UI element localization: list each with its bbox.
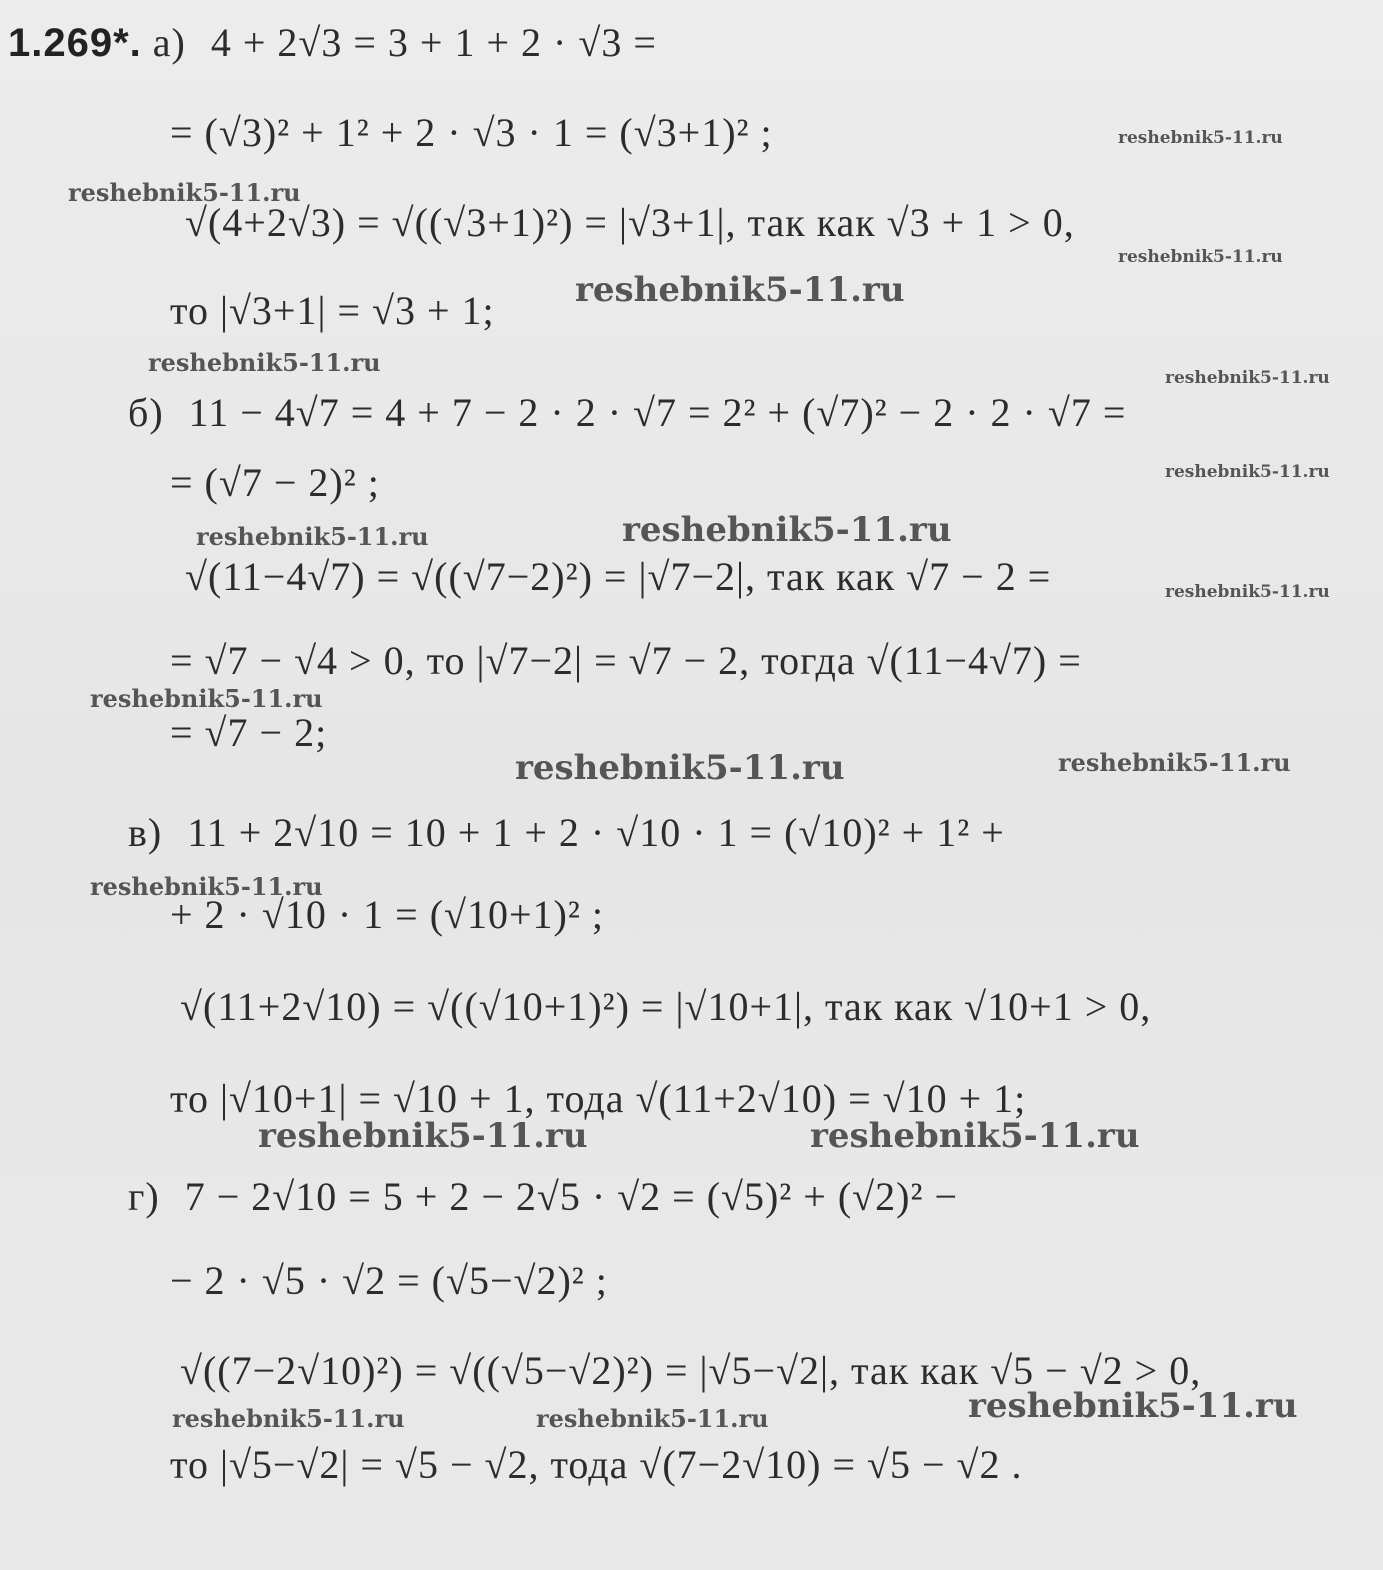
watermark: reshebnik5-11.ru (575, 270, 905, 310)
watermark: reshebnik5-11.ru (1058, 748, 1291, 777)
watermark: reshebnik5-11.ru (536, 1404, 769, 1433)
math-expression: 7 − 2√10 = 5 + 2 − 2√5 · √2 = (√5)² + (√2)² − (184, 1174, 958, 1219)
math-expression: 11 + 2√10 = 10 + 1 + 2 · √10 · 1 = (√10)² + 1² + (187, 810, 1005, 855)
part-g-line-1 (128, 1172, 958, 1222)
part-v-line-4: то |√10+1| = √10 + 1, тода √(11+2√10) = √10 + 1; (170, 1076, 1027, 1121)
part-g-label: г) (128, 1174, 160, 1219)
part-g-line-3: √((7−2√10)²) = √((√5−√2)²) = |√5−√2|, так как √5 − √2 > 0, (180, 1348, 1202, 1393)
watermark: reshebnik5-11.ru (90, 872, 323, 901)
part-b-line-4: = √7 − √4 > 0, то |√7−2| = √7 − 2, тогда √(11−4√7) = (170, 638, 1082, 683)
problem-number: 1.269*. (8, 21, 142, 65)
part-v-line-2: + 2 · √10 · 1 = (√10+1)² ; (170, 892, 604, 937)
part-b-line-5: = √7 − 2; (170, 710, 328, 755)
watermark: reshebnik5-11.ru (1165, 582, 1330, 602)
watermark: reshebnik5-11.ru (968, 1386, 1298, 1426)
part-b-line-3: √(11−4√7) = √((√7−2)²) = |√7−2|, так как √7 − 2 = (185, 554, 1052, 599)
watermark: reshebnik5-11.ru (1118, 128, 1283, 148)
part-a-line-1 (8, 18, 657, 68)
watermark: reshebnik5-11.ru (148, 348, 381, 377)
watermark: reshebnik5-11.ru (90, 684, 323, 713)
part-g-line-4: то |√5−√2| = √5 − √2, тода √(7−2√10) = √5 − √2 . (170, 1442, 1023, 1487)
watermark: reshebnik5-11.ru (1165, 368, 1330, 388)
watermark: reshebnik5-11.ru (258, 1116, 588, 1156)
watermark: reshebnik5-11.ru (68, 178, 301, 207)
part-v-label: в) (128, 810, 163, 855)
part-a-line-2: = (√3)² + 1² + 2 · √3 · 1 = (√3+1)² ; (170, 110, 773, 155)
part-a-label: а) (152, 20, 186, 65)
part-v-line-3: √(11+2√10) = √((√10+1)²) = |√10+1|, так как √10+1 > 0, (180, 984, 1152, 1029)
part-v-line-1 (128, 808, 1005, 858)
watermark: reshebnik5-11.ru (810, 1116, 1140, 1156)
watermark: reshebnik5-11.ru (1118, 247, 1283, 267)
part-a-line-3: √(4+2√3) = √((√3+1)²) = |√3+1|, так как √3 + 1 > 0, (185, 200, 1075, 245)
watermark: reshebnik5-11.ru (622, 510, 952, 550)
math-expression: 4 + 2√3 = 3 + 1 + 2 · √3 = (210, 20, 657, 65)
watermark: reshebnik5-11.ru (1165, 462, 1330, 482)
watermark: reshebnik5-11.ru (172, 1404, 405, 1433)
math-expression: 11 − 4√7 = 4 + 7 − 2 · 2 · √7 = 2² + (√7)² − 2 · 2 · √7 = (188, 390, 1127, 435)
part-b-line-1 (128, 388, 1126, 438)
part-b-line-2: = (√7 − 2)² ; (170, 460, 380, 505)
part-g-line-2: − 2 · √5 · √2 = (√5−√2)² ; (170, 1258, 608, 1303)
watermark: reshebnik5-11.ru (515, 748, 845, 788)
watermark: reshebnik5-11.ru (196, 522, 429, 551)
part-b-label: б) (128, 390, 164, 435)
part-a-line-4: то |√3+1| = √3 + 1; (170, 288, 495, 333)
